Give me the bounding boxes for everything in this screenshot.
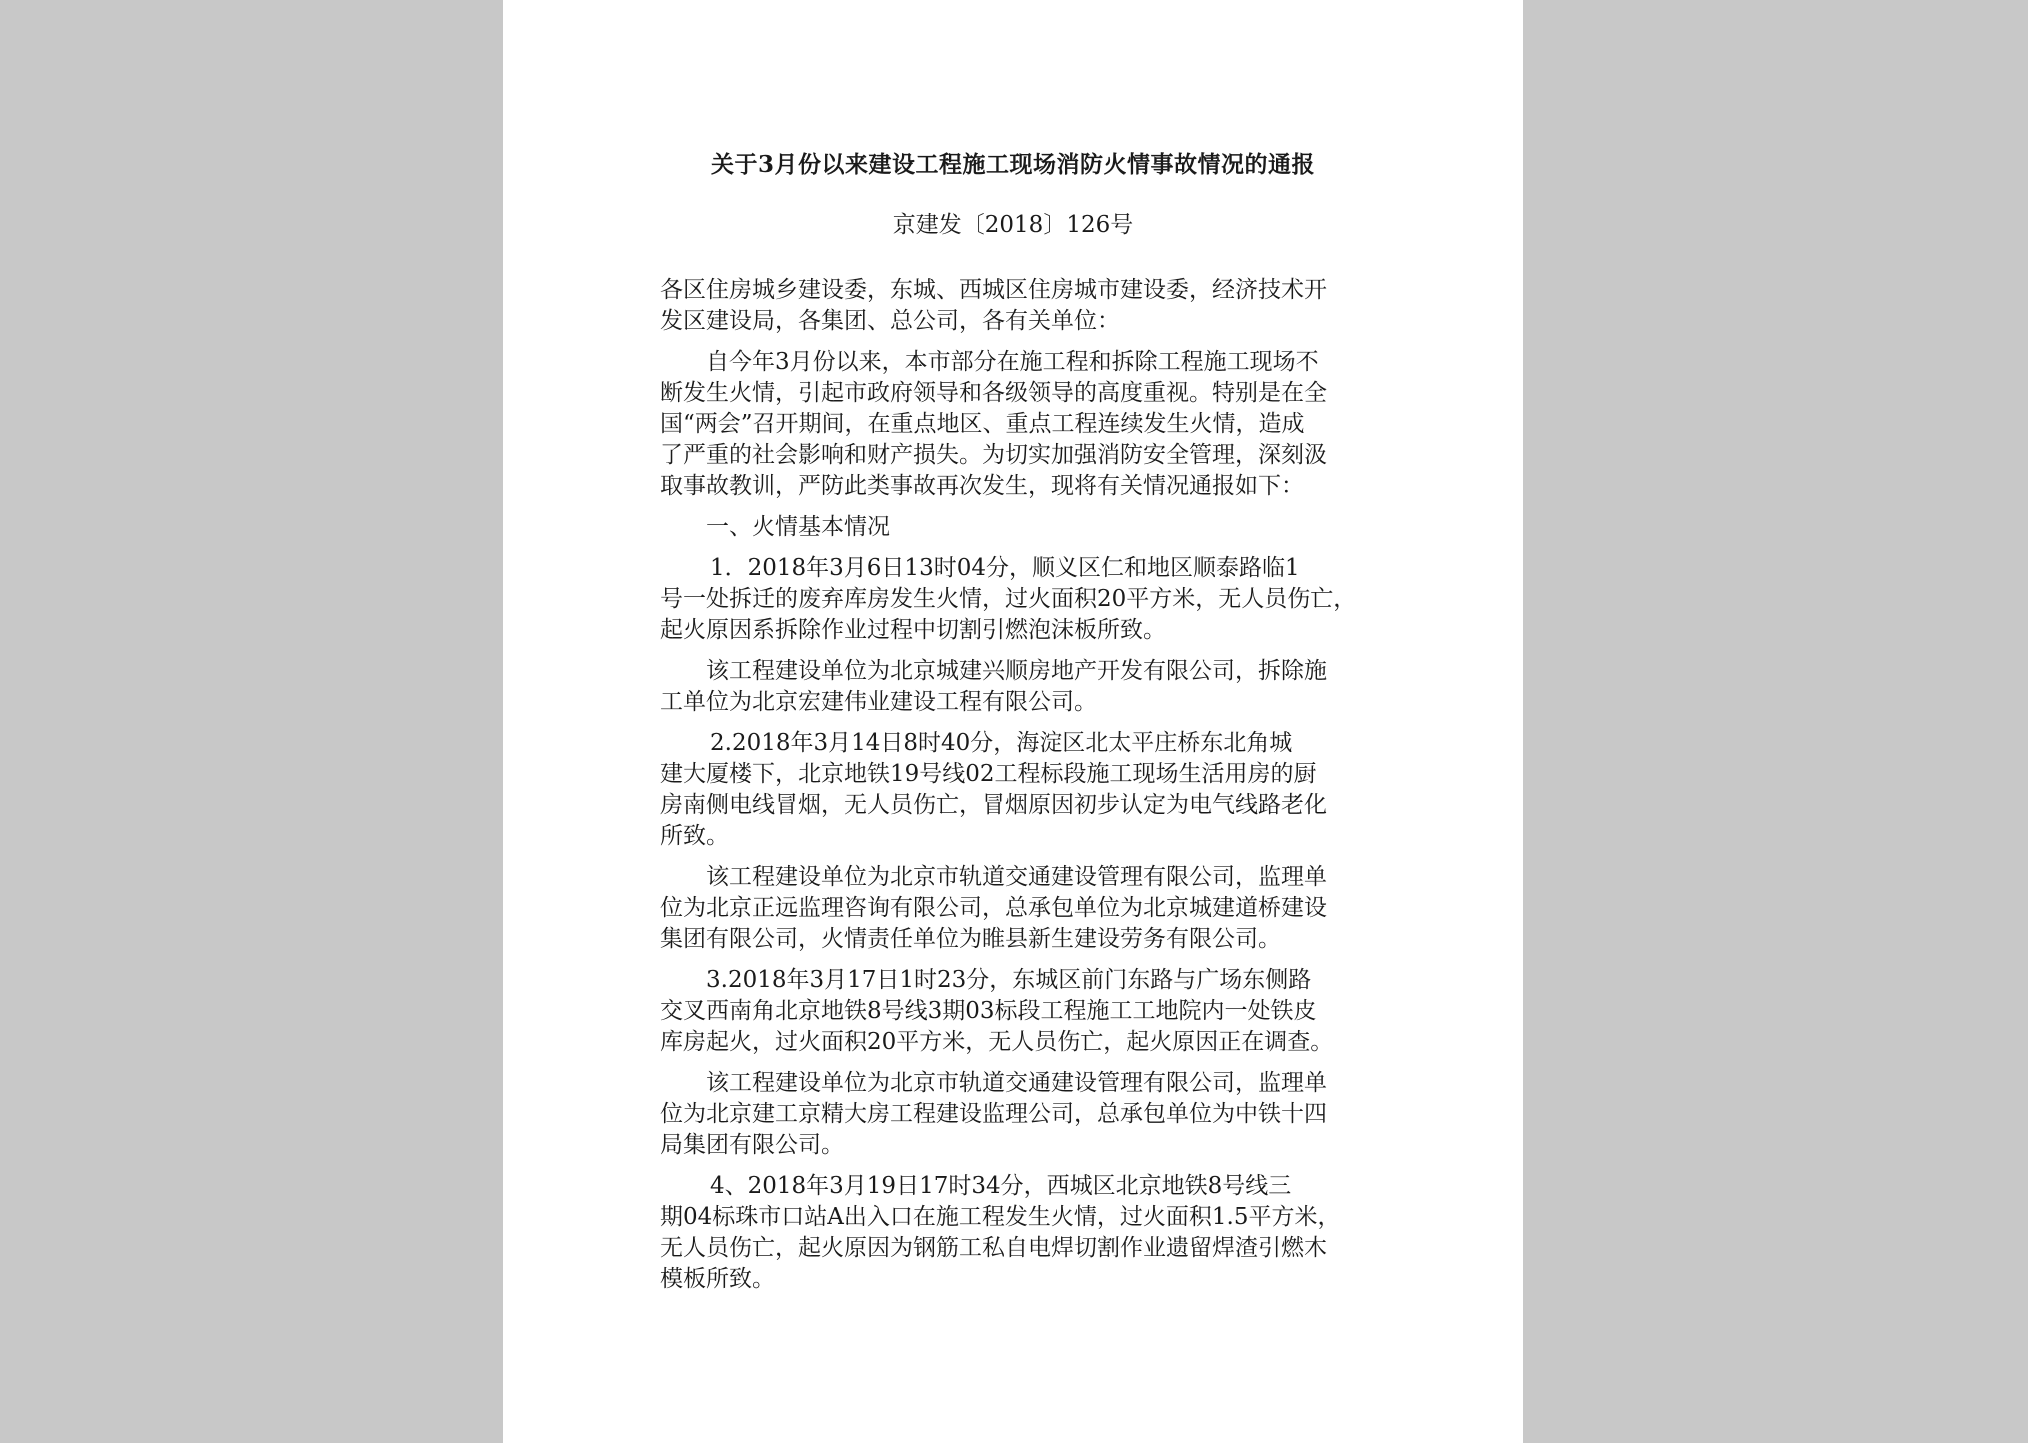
text-line: 国“两会”召开期间，在重点地区、重点工程连续发生火情，造成 xyxy=(660,411,1305,437)
item-3-paragraph xyxy=(660,965,1360,1058)
text-line: 该工程建设单位为北京市轨道交通建设管理有限公司，监理单 xyxy=(706,1070,1327,1096)
text-line: 取事故教训，严防此类事故再次发生，现将有关情况通报如下： xyxy=(660,473,1304,499)
text-line: 了严重的社会影响和财产损失。为切实加强消防安全管理，深刻汲 xyxy=(660,442,1327,468)
text-line: 房南侧电线冒烟，无人员伤亡，冒烟原因初步认定为电气线路老化 xyxy=(660,792,1327,818)
document-body xyxy=(660,275,1360,1305)
text-line: 该工程建设单位为北京城建兴顺房地产开发有限公司，拆除施 xyxy=(706,658,1327,684)
document-page xyxy=(503,0,1523,1443)
text-line: 1．2018年3月6日13时04分，顺义区仁和地区顺泰路临1 xyxy=(710,555,1300,581)
text-line: 起火原因系拆除作业过程中切割引燃泡沫板所致。 xyxy=(660,617,1166,643)
text-line: 断发生火情，引起市政府领导和各级领导的高度重视。特别是在全 xyxy=(660,380,1327,406)
text-line: 自今年3月份以来，本市部分在施工程和拆除工程施工现场不 xyxy=(706,349,1319,375)
text-line: 建大厦楼下，北京地铁19号线02工程标段施工现场生活用房的厨 xyxy=(660,761,1317,787)
text-line: 所致。 xyxy=(660,823,729,849)
text-line: 该工程建设单位为北京市轨道交通建设管理有限公司，监理单 xyxy=(706,864,1327,890)
section-1-heading: 一、火情基本情况 xyxy=(706,514,890,540)
text-line: 各区住房城乡建设委，东城、西城区住房城市建设委，经济技术开 xyxy=(660,277,1327,303)
item-1-units-paragraph xyxy=(660,656,1360,718)
text-line: 4、2018年3月19日17时34分，西城区北京地铁8号线三 xyxy=(710,1173,1292,1199)
text-line: 库房起火，过火面积20平方米，无人员伤亡，起火原因正在调查。 xyxy=(660,1029,1334,1055)
text-line: 3.2018年3月17日1时23分，东城区前门东路与广场东侧路 xyxy=(706,967,1312,993)
item-2-paragraph xyxy=(660,728,1360,852)
section-heading xyxy=(660,512,1360,543)
item-3-units-paragraph xyxy=(660,1068,1360,1161)
text-line: 位为北京正远监理咨询有限公司，总承包单位为北京城建道桥建设 xyxy=(660,895,1327,921)
text-line: 局集团有限公司。 xyxy=(660,1132,844,1158)
text-line: 2.2018年3月14日8时40分，海淀区北太平庄桥东北角城 xyxy=(710,730,1293,756)
item-2-units-paragraph xyxy=(660,862,1360,955)
text-line: 位为北京建工京精大房工程建设监理公司，总承包单位为中铁十四 xyxy=(660,1101,1327,1127)
document-title: 关于3月份以来建设工程施工现场消防火情事故情况的通报 xyxy=(710,151,1315,178)
text-line: 工单位为北京宏建伟业建设工程有限公司。 xyxy=(660,689,1097,715)
text-line: 期04标珠市口站A出入口在施工程发生火情，过火面积1.5平方米， xyxy=(660,1204,1341,1230)
text-line: 号一处拆迁的废弃库房发生火情，过火面积20平方米，无人员伤亡， xyxy=(660,586,1357,612)
intro-paragraph xyxy=(660,347,1360,502)
text-line: 模板所致。 xyxy=(660,1266,775,1292)
document-number: 京建发〔2018〕126号 xyxy=(892,212,1134,238)
text-line: 无人员伤亡，起火原因为钢筋工私自电焊切割作业遗留焊渣引燃木 xyxy=(660,1235,1327,1261)
item-4-paragraph xyxy=(660,1171,1360,1295)
text-line: 交叉西南角北京地铁8号线3期03标段工程施工工地院内一处铁皮 xyxy=(660,998,1317,1024)
text-line: 集团有限公司，火情责任单位为睢县新生建设劳务有限公司。 xyxy=(660,926,1281,952)
addressee-paragraph xyxy=(660,275,1360,337)
item-1-paragraph xyxy=(660,553,1360,646)
text-line: 发区建设局，各集团、总公司，各有关单位： xyxy=(660,308,1120,334)
